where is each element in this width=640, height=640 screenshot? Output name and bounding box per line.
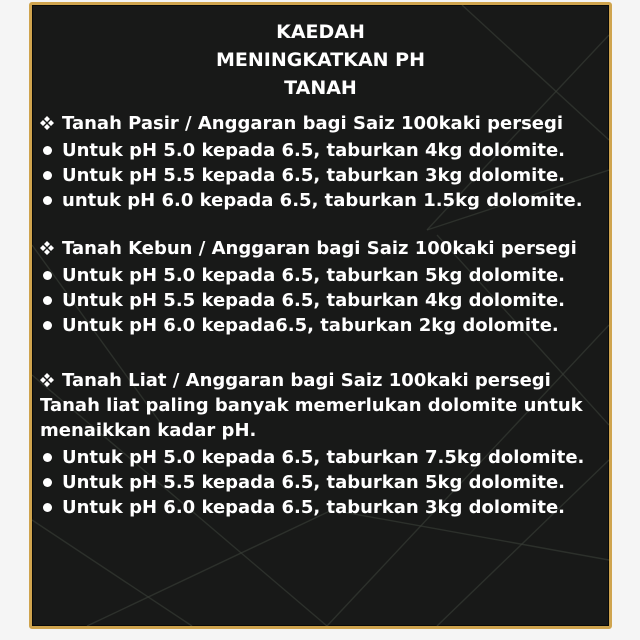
title-line: MENINGKATKAN PH xyxy=(215,49,426,71)
list-item xyxy=(39,288,609,313)
list-item-text: Untuk pH 5.0 kepada 6.5, taburkan 5kg dolomite. xyxy=(62,265,566,286)
page-title xyxy=(29,18,612,102)
dot-bullet-icon xyxy=(39,313,62,338)
dot-bullet-icon xyxy=(39,188,62,213)
list-item-text: Untuk pH 6.0 kepada6.5, taburkan 2kg dolomite. xyxy=(62,315,559,336)
list-item xyxy=(39,313,609,338)
dot-bullet-icon xyxy=(39,163,62,188)
section-marker xyxy=(39,236,62,261)
list-item xyxy=(39,263,609,288)
section-note-line: Tanah liat paling banyak memerlukan dolomite untuk xyxy=(40,395,583,416)
list-item-text: Untuk pH 6.0 kepada 6.5, taburkan 3kg dolomite. xyxy=(62,497,566,518)
diamond-bullet-icon xyxy=(40,241,54,255)
diamond-bullet-icon xyxy=(40,373,54,387)
list-item xyxy=(39,495,609,520)
bullet-list xyxy=(39,445,609,520)
dot-bullet-icon xyxy=(39,288,62,313)
list-item-text: Untuk pH 5.5 kepada 6.5, taburkan 3kg dolomite. xyxy=(62,165,566,186)
list-item-text: Untuk pH 5.5 kepada 6.5, taburkan 5kg dolomite. xyxy=(62,472,566,493)
section-heading xyxy=(39,367,609,393)
dot-bullet-icon xyxy=(39,470,62,495)
section-note-line: menaikkan kadar pH. xyxy=(40,420,257,441)
section-heading-text: Tanah Pasir / Anggaran bagi Saiz 100kaki persegi xyxy=(62,112,564,134)
list-item-text: Untuk pH 5.5 kepada 6.5, taburkan 4kg dolomite. xyxy=(62,290,566,311)
section-tanah-liat xyxy=(39,367,609,520)
section-heading xyxy=(39,110,609,136)
section-tanah-kebun xyxy=(39,235,609,338)
section-heading-text: Tanah Kebun / Anggaran bagi Saiz 100kaki persegi xyxy=(62,237,577,259)
bullet-list xyxy=(39,263,609,338)
dot-bullet-icon xyxy=(39,445,62,470)
dot-bullet-icon xyxy=(39,495,62,520)
list-item xyxy=(39,470,609,495)
title-line: KAEDAH xyxy=(276,21,365,43)
list-item xyxy=(39,188,609,213)
list-item xyxy=(39,163,609,188)
title-line: TANAH xyxy=(284,77,357,99)
section-marker xyxy=(39,111,62,136)
list-item xyxy=(39,445,609,470)
list-item xyxy=(39,138,609,163)
list-item-text: untuk pH 6.0 kepada 6.5, taburkan 1.5kg dolomite. xyxy=(62,190,583,211)
dot-bullet-icon xyxy=(39,138,62,163)
section-marker xyxy=(39,368,62,393)
diamond-bullet-icon xyxy=(40,116,54,130)
pattern-line xyxy=(87,510,332,626)
bullet-list xyxy=(39,138,609,213)
list-item-text: Untuk pH 5.0 kepada 6.5, taburkan 4kg dolomite. xyxy=(62,140,566,161)
diamond-bullet-shape xyxy=(40,241,54,255)
section-heading-text: Tanah Liat / Anggaran bagi Saiz 100kaki persegi xyxy=(62,369,551,391)
section-tanah-pasir xyxy=(39,110,609,213)
list-item-text: Untuk pH 5.0 kepada 6.5, taburkan 7.5kg dolomite. xyxy=(62,447,585,468)
section-heading xyxy=(39,235,609,261)
dot-bullet-icon xyxy=(39,263,62,288)
diamond-bullet-shape xyxy=(40,373,54,387)
pattern-line xyxy=(32,520,192,626)
diamond-bullet-shape xyxy=(40,116,54,130)
